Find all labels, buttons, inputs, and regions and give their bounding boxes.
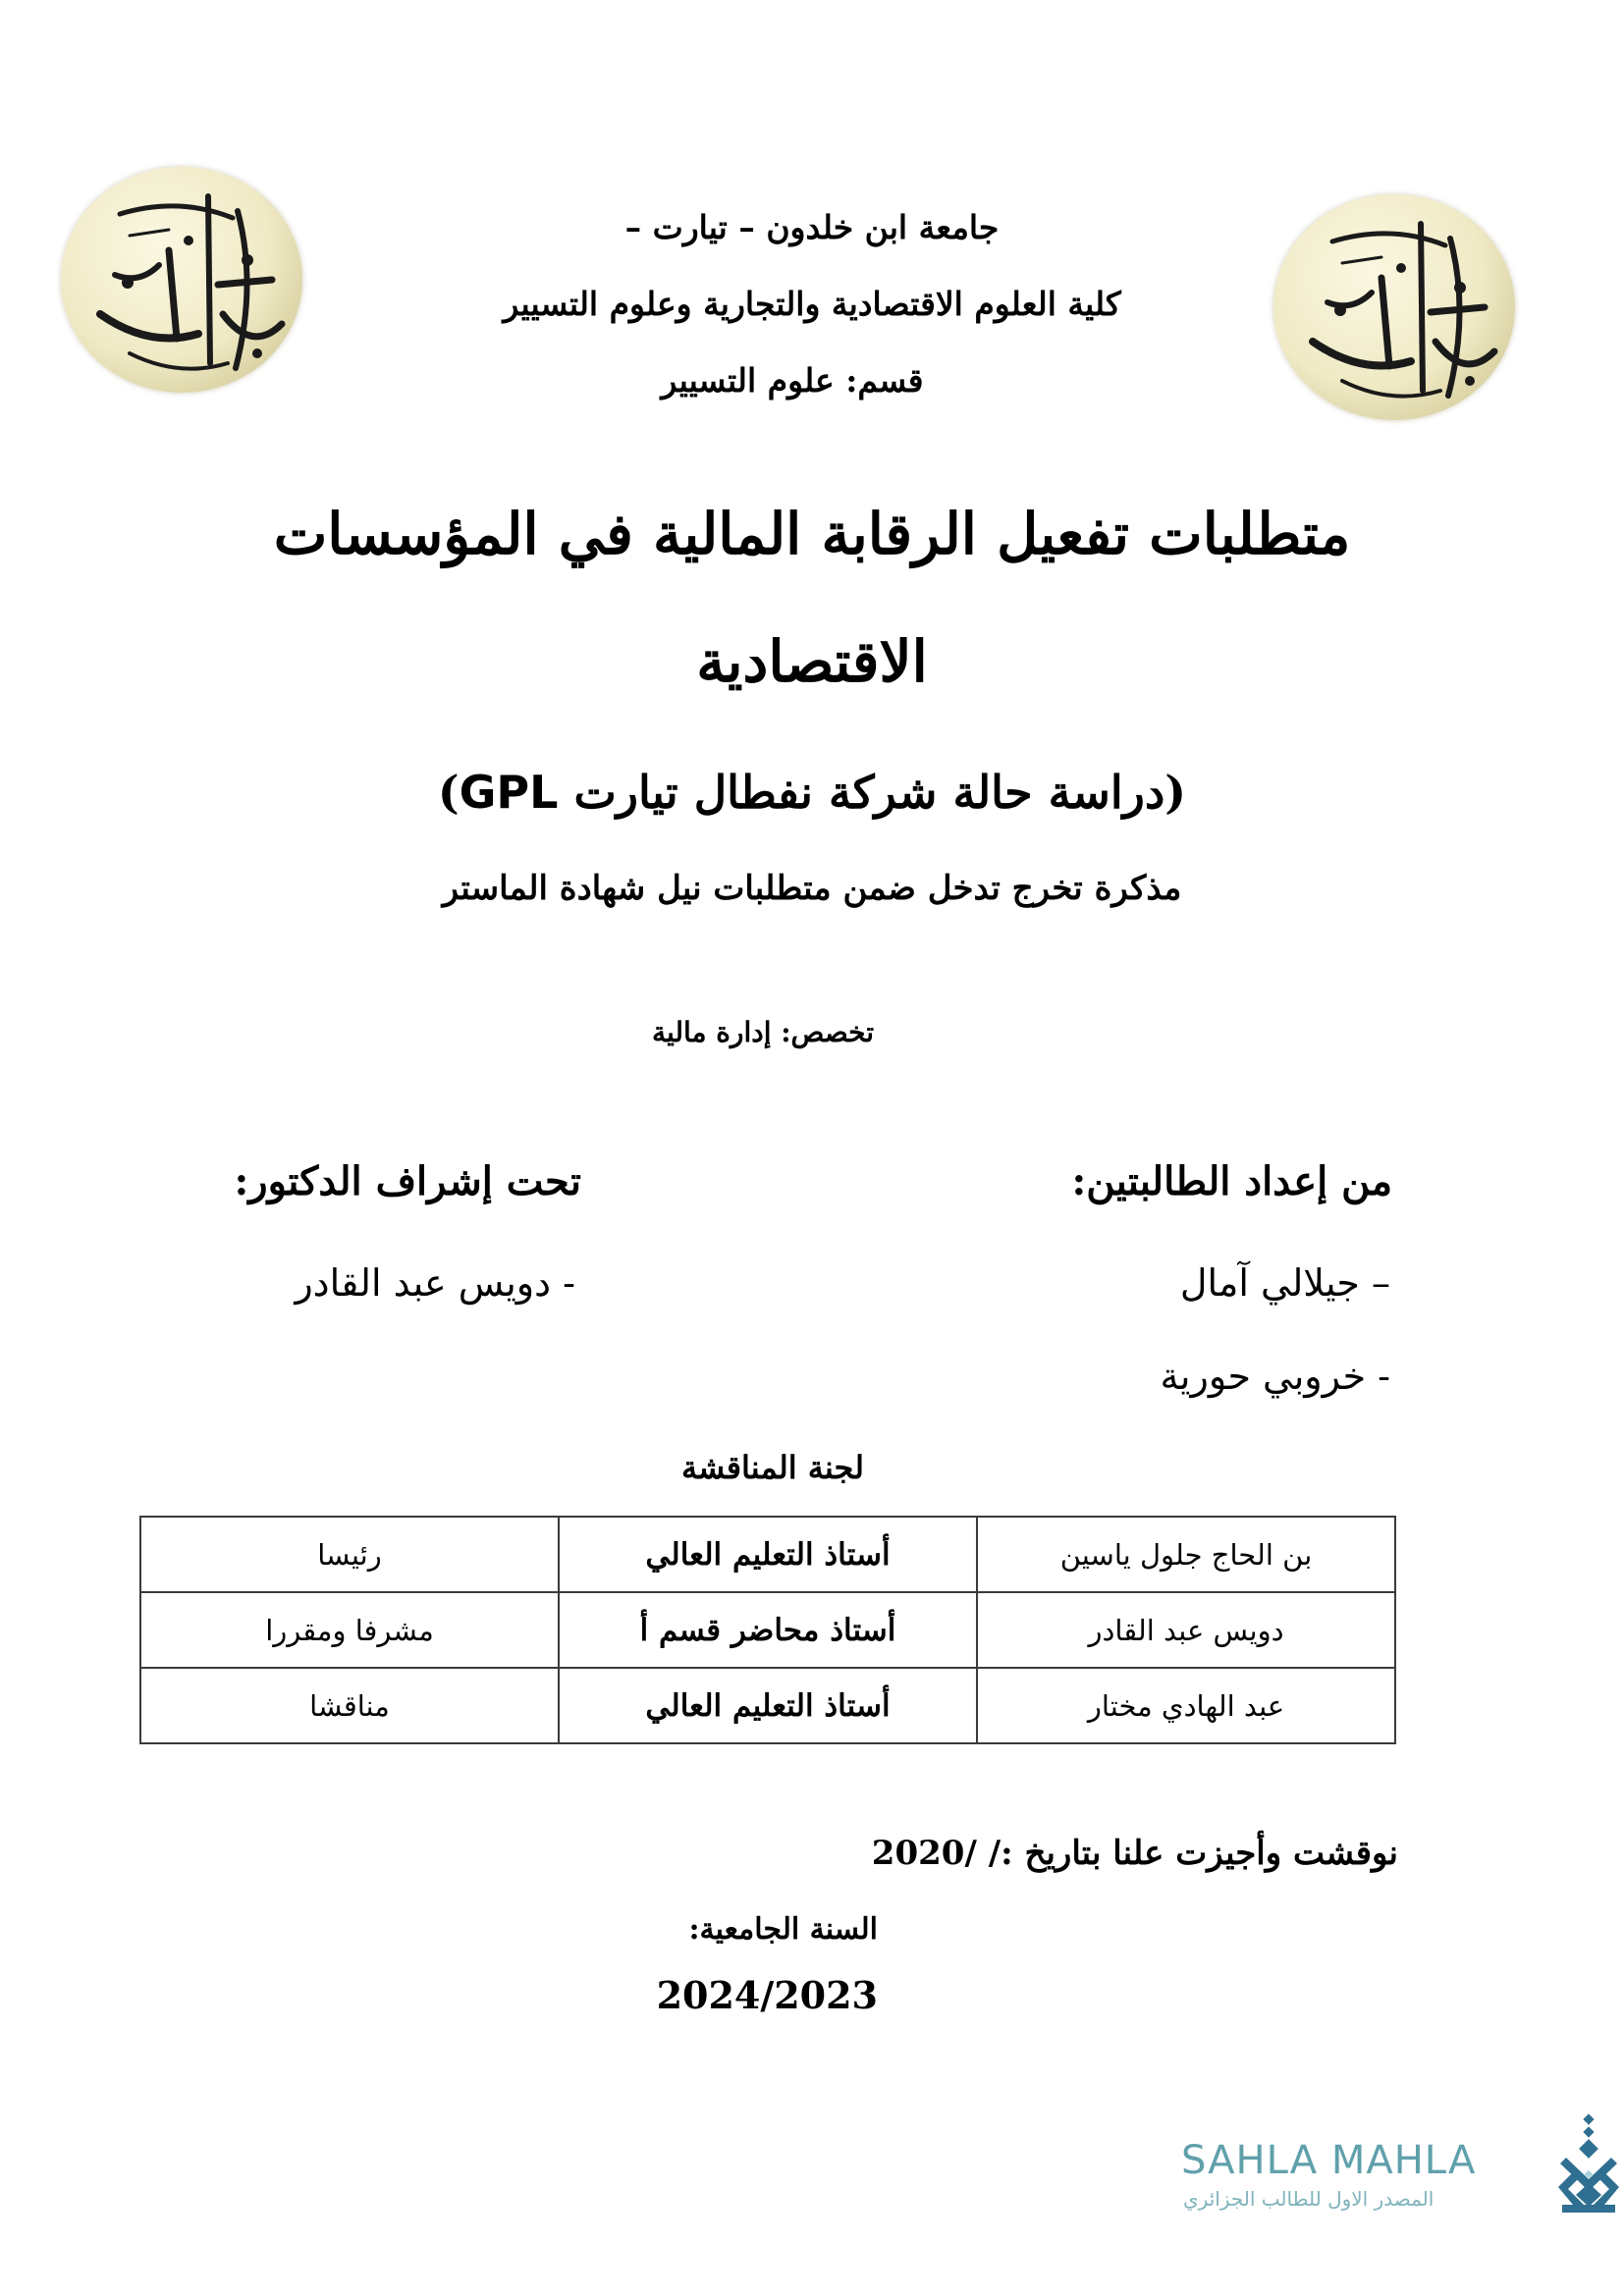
member-grade: أستاذ التعليم العالي xyxy=(559,1517,977,1592)
thesis-title-line1: متطلبات تفعيل الرقابة المالية في المؤسسات xyxy=(273,501,1351,567)
case-study-subtitle xyxy=(0,766,1624,819)
case-study-text: (دراسة حالة شركة نفطال تيارت xyxy=(558,766,1187,819)
thesis-title-line2: الاقتصادية xyxy=(696,628,928,695)
member-grade: أستاذ محاضر قسم أ xyxy=(559,1592,977,1668)
watermark-tagline: المصدر الاول للطالب الجزائري xyxy=(1183,2187,1435,2211)
member-role: مناقشا xyxy=(140,1668,559,1743)
supervisor-heading: تحت إشراف الدكتور: xyxy=(234,1158,581,1204)
member-grade: أستاذ التعليم العالي xyxy=(559,1668,977,1743)
member-name: دويس عبد القادر xyxy=(977,1592,1395,1668)
case-study-close-paren: ) xyxy=(437,766,460,819)
university-name: جامعة ابن خلدون – تيارت – xyxy=(624,208,1000,246)
supervisor-name: - دويس عبد القادر xyxy=(295,1261,575,1305)
specialty: تخصص: إدارة مالية xyxy=(651,1016,875,1048)
watermark-brand: SAHLA MAHLA xyxy=(1181,2138,1477,2183)
academic-year-label: السنة الجامعية: xyxy=(688,1912,878,1947)
committee-table xyxy=(139,1516,1396,1744)
university-seal-left xyxy=(61,167,302,393)
sahla-mahla-watermark xyxy=(1173,2110,1624,2228)
faculty-name: كلية العلوم الاقتصادية والتجارية وعلوم التسيير xyxy=(503,285,1121,323)
member-name: بن الحاج جلول ياسين xyxy=(977,1517,1395,1592)
academic-year-value: 2024/2023 xyxy=(656,1973,878,2017)
calligraphy-seal-icon xyxy=(61,167,302,393)
defense-date: نوقشت وأجيزت علنا بتاريخ :/ /2020 xyxy=(871,1834,1398,1873)
students-heading: من إعداد الطالبتين: xyxy=(1071,1158,1392,1204)
memo-description: مذكرة تخرج تدخل ضمن متطلبات نيل شهادة الماستر xyxy=(442,869,1182,908)
member-role: مشرفا ومقررا xyxy=(140,1592,559,1668)
committee-heading: لجنة المناقشة xyxy=(681,1449,864,1486)
member-role: رئيسا xyxy=(140,1517,559,1592)
case-study-company-code: GPL xyxy=(459,766,559,819)
kufic-logo-icon xyxy=(1554,2110,1623,2223)
department-name: قسم: علوم التسيير xyxy=(661,361,924,400)
table-row xyxy=(140,1592,1395,1668)
table-row xyxy=(140,1668,1395,1743)
student-name: - خروبي حورية xyxy=(1160,1355,1390,1398)
student-name: – جيلالي آمال xyxy=(1179,1261,1390,1305)
table-row xyxy=(140,1517,1395,1592)
member-name: عبد الهادي مختار xyxy=(977,1668,1395,1743)
